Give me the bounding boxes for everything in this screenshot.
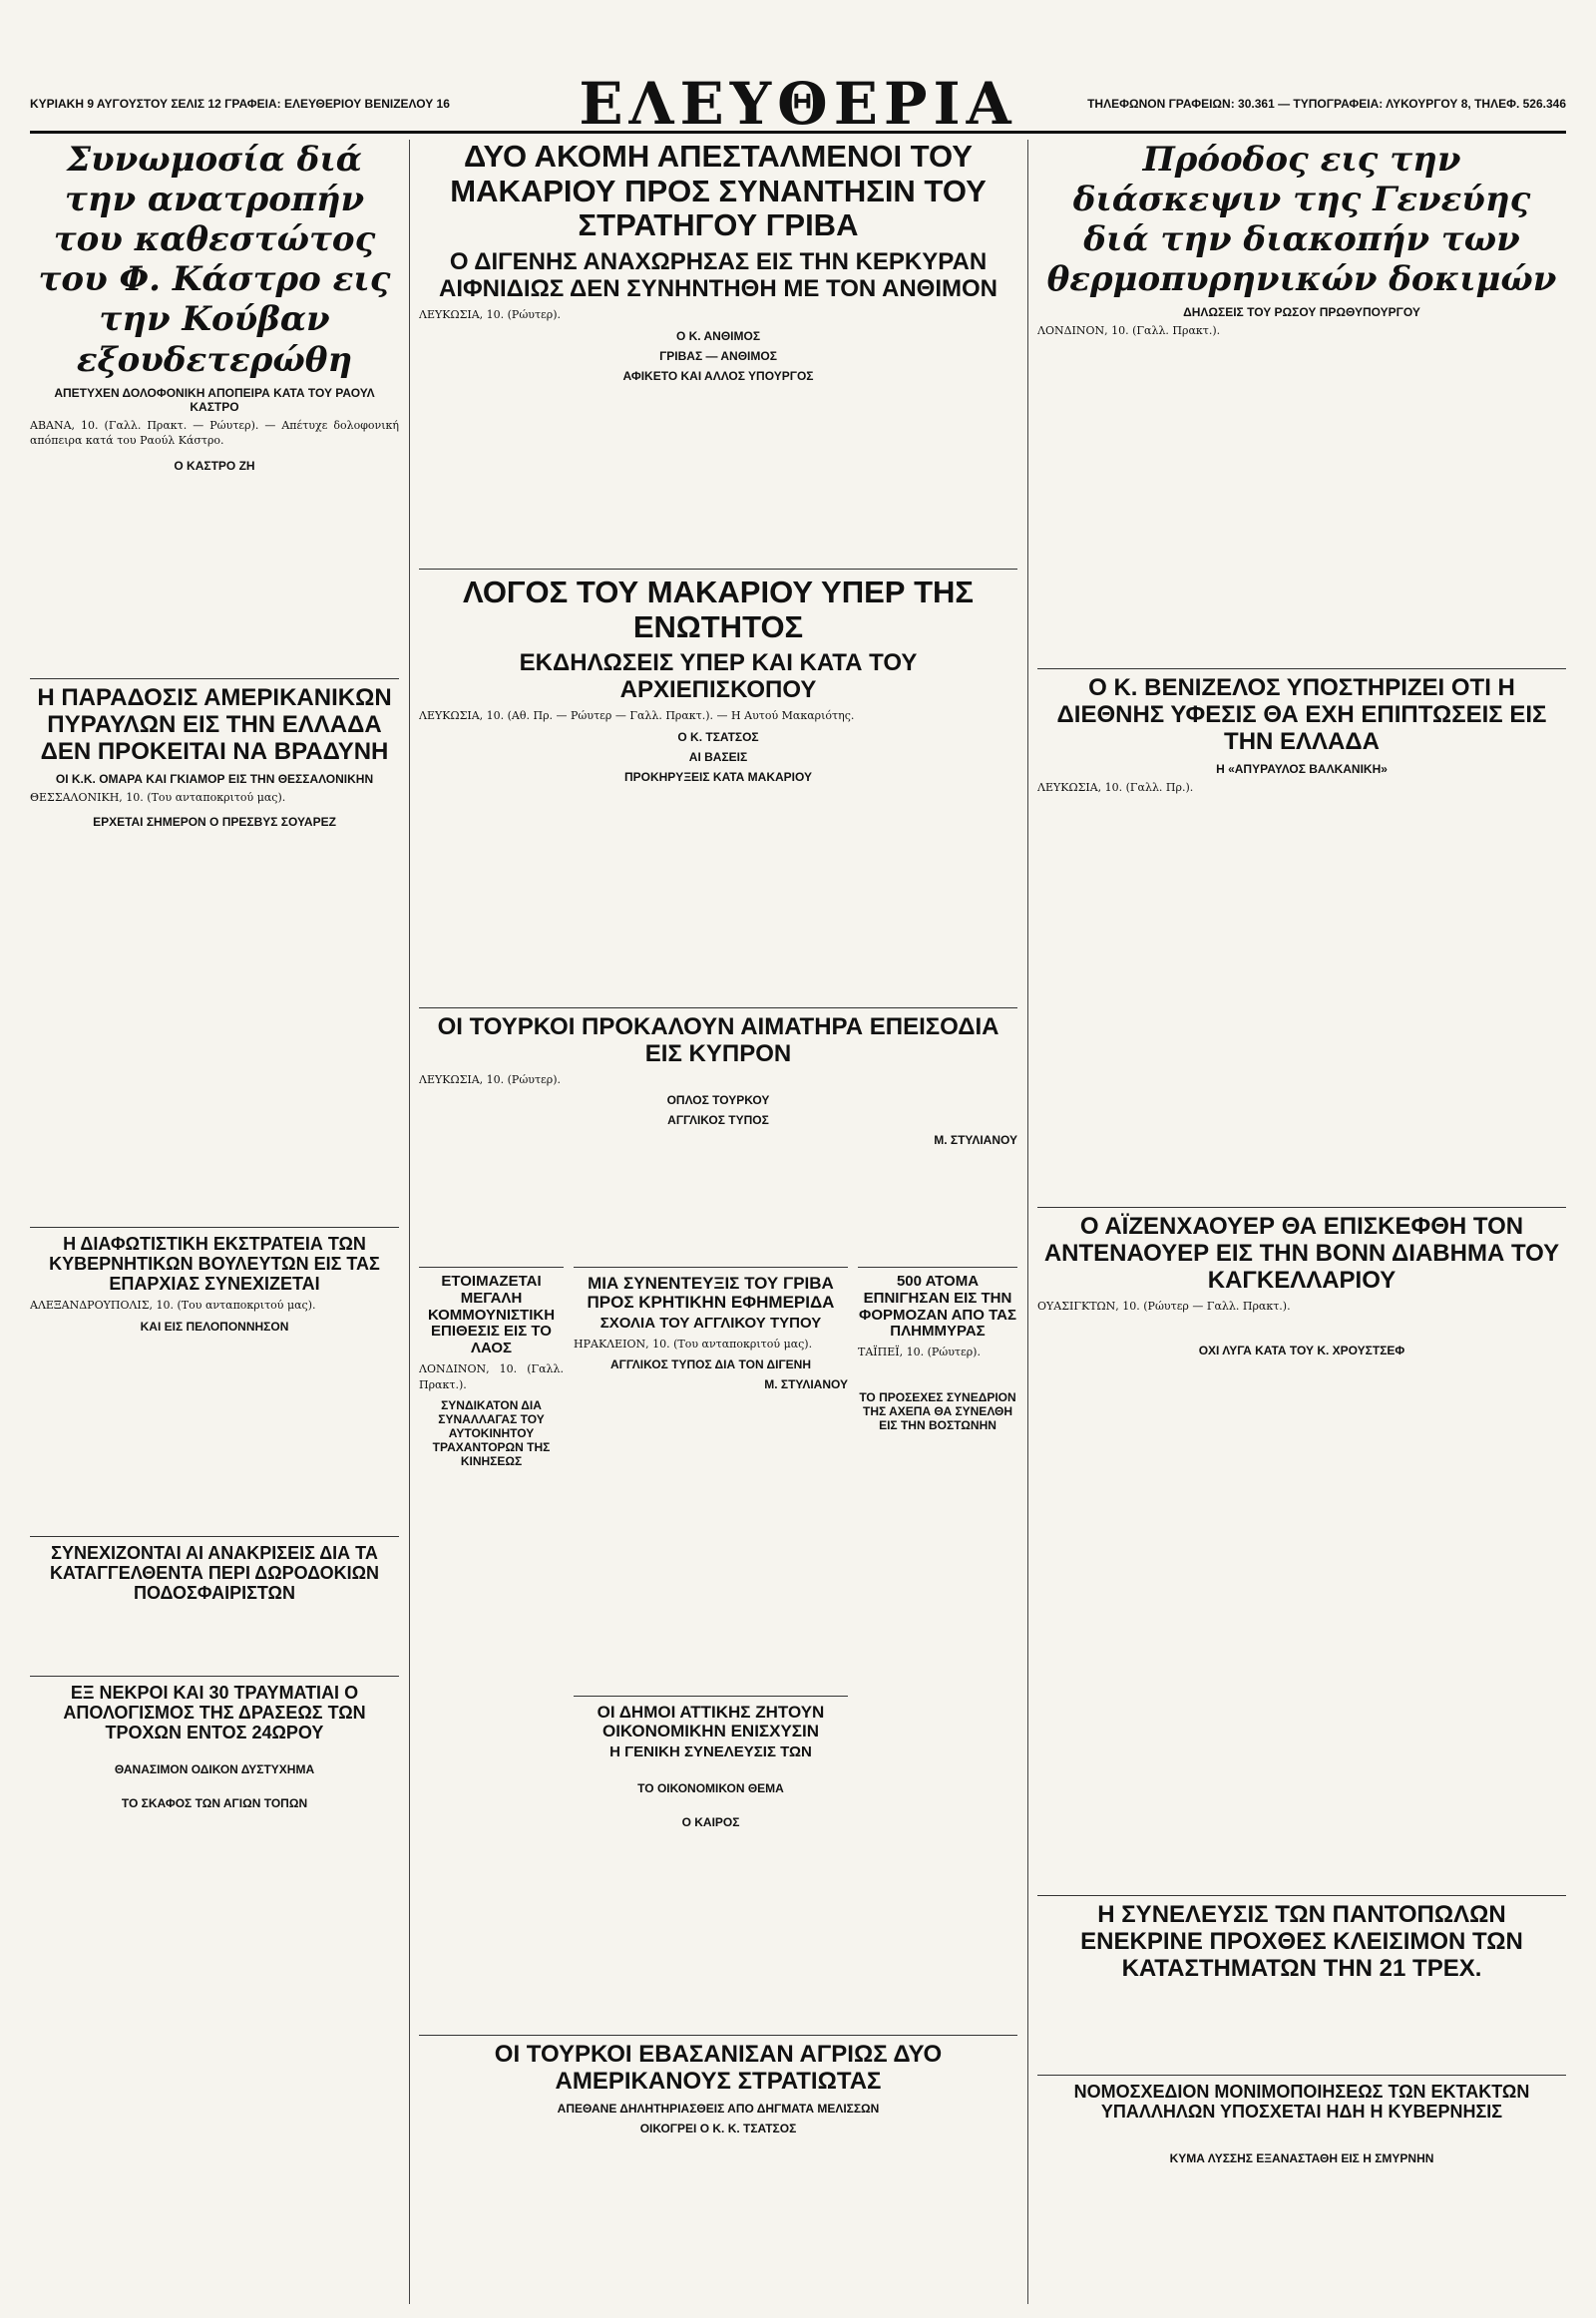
column-left (30, 140, 399, 2304)
story-makarios (419, 569, 1017, 1004)
story-campaign (30, 1227, 399, 1533)
story-headline: ΣΧΟΛΙΑ ΤΟΥ ΑΓΓΛΙΚΟΥ ΤΥΠΟΥ (599, 1315, 822, 1333)
story-headline: Ο ΑΪΖΕΝΧΑΟΥΕΡ ΘΑ ΕΠΙΣΚΕΦΘΗ ΤΟΝ ΑΝΤΕΝΑΟΥΕΡ ΕΙΣ ΤΗΝ ΒΟΝΝ ΔΙΑΒΗΜΑ ΤΟΥ ΚΑΓΚΕΛΛΑΡΙΟΥ (1043, 1213, 1560, 1294)
story-subheading: ΑΙ ΒΑΣΕΙΣ (688, 749, 748, 764)
story-body: ΤΑΪΠΕΪ, 10. (Ρώυτερ). (858, 1346, 981, 1359)
story-body: ΛΕΥΚΩΣΙΑ, 10. (Ρώυτερ). (419, 307, 562, 321)
masthead-date-line: ΚΥΡΙΑΚΗ 9 ΑΥΓΟΥΣΤΟΥ ΣΕΛΙΣ 12 ΓΡΑΦΕΙΑ: ΕΛΕΥΘΕΡΙΟΥ ΒΕΝΙΖΕΛΟΥ 16 (30, 96, 450, 111)
story-headline: Η ΓΕΝΙΚΗ ΣΥΝΕΛΕΥΣΙΣ ΤΩΝ (609, 1743, 812, 1761)
story-body: ΛΕΥΚΩΣΙΑ, 10. (Αθ. Πρ. — Ρώυτερ — Γαλλ. Πρακτ.). — Η Αυτού Μακαριότης. (419, 709, 855, 723)
story-subheading: Ο Κ. ΤΣΑΤΣΟΣ (677, 729, 759, 744)
story-subheading: ΤΟ ΣΚΑΦΟΣ ΤΩΝ ΑΓΙΩΝ ΤΟΠΩΝ (121, 1796, 308, 1811)
story-headline: ΕΤΟΙΜΑΖΕΤΑΙ ΜΕΓΑΛΗ ΚΟΜΜΟΥΝΙΣΤΙΚΗ ΕΠΙΘΕΣΙΣ ΕΙΣ ΤΟ ΛΑΟΣ (427, 1273, 556, 1357)
story-grivas (419, 140, 1017, 559)
story-subheading: ΟΙ Κ.Κ. ΟΜΑΡΑ ΚΑΙ ΓΚΙΑΜΟΡ ΕΙΣ ΤΗΝ ΘΕΣΣΑΛΟΝΙΚΗΝ (55, 771, 374, 786)
story-attica (574, 1696, 848, 2002)
story-headline: Η ΠΑΡΑΔΟΣΙΣ ΑΜΕΡΙΚΑΝΙΚΩΝ ΠΥΡΑΥΛΩΝ ΕΙΣ ΤΗΝ ΕΛΛΑΔΑ ΔΕΝ ΠΡΟΚΕΙΤΑΙ ΝΑ ΒΡΑΔΥΝΗ (37, 684, 392, 765)
story-rockets (30, 678, 399, 1224)
story-communists (419, 1267, 564, 2032)
story-subheading: ΚΥΜΑ ΛΥΣΣΗΣ ΕΞΑΝΑΣΤΑΘΗ ΕΙΣ Η ΣΜΥΡΝΗΝ (1169, 2151, 1434, 2166)
story-body: ΟΥΑΣΙΓΚΤΩΝ, 10. (Ρώυτερ — Γαλλ. Πρακτ.). (1037, 1299, 1291, 1313)
story-formosa (858, 1267, 1017, 1693)
story-subheading: ΑΠΕΤΥΧΕΝ ΔΟΛΟΦΟΝΙΚΗ ΑΠΟΠΕΙΡΑ ΚΑΤΑ ΤΟΥ ΡΑΟΥΛ ΚΑΣΤΡΟ (54, 385, 375, 414)
story-subheading: ΟΠΛΟΣ ΤΟΥΡΚΟΥ (666, 1093, 770, 1108)
story-headline: Πρόοδος εις την διάσκεψιν της Γενεύης διά την διακοπήν των θερμοπυρηνικών δοκιμών (1046, 140, 1557, 300)
story-headline: Η ΣΥΝΕΛΕΥΣΙΣ ΤΩΝ ΠΑΝΤΟΠΩΛΩΝ ΕΝΕΚΡΙΝΕ ΠΡΟΧΘΕΣ ΚΛΕΙΣΙΜΟΝ ΤΩΝ ΚΑΤΑΣΤΗΜΑΤΩΝ ΤΗΝ 21 ΤΡΕΧ. (1080, 1901, 1523, 1982)
story-football-bribery (30, 1536, 399, 1673)
column-divider (409, 140, 410, 2304)
story-subheading: ΑΦΙΚΕΤΟ ΚΑΙ ΑΛΛΟΣ ΥΠΟΥΡΓΟΣ (622, 368, 814, 383)
story-castro (30, 140, 399, 668)
story-body: ΘΕΣΣΑΛΟΝΙΚΗ, 10. (Του ανταποκριτού μας). (30, 790, 286, 804)
column-divider (1027, 140, 1028, 2304)
story-headline: Ο Κ. ΒΕΝΙΖΕΛΟΣ ΥΠΟΣΤΗΡΙΖΕΙ ΟΤΙ Η ΔΙΕΘΝΗΣ ΥΦΕΣΙΣ ΘΑ ΕΧΗ ΕΠΙΠΤΩΣΕΙΣ ΕΙΣ ΤΗΝ ΕΛΛΑΔΑ (1056, 674, 1547, 755)
story-subheading: Ο Κ. ΑΝΘΙΜΟΣ (675, 328, 761, 343)
story-subheading: ΑΓΓΛΙΚΟΣ ΤΥΠΟΣ ΔΙΑ ΤΟΝ ΔΙΓΕΝΗ (610, 1357, 811, 1372)
story-venizelos (1037, 668, 1566, 1204)
story-subheading: ΑΓΓΛΙΚΟΣ ΤΥΠΟΣ (667, 1113, 769, 1128)
story-headline: ΟΙ ΤΟΥΡΚΟΙ ΠΡΟΚΑΛΟΥΝ ΑΙΜΑΤΗΡΑ ΕΠΕΙΣΟΔΙΑ ΕΙΣ ΚΥΠΡΟΝ (437, 1013, 999, 1067)
story-traffic (30, 1676, 399, 2304)
story-byline: Μ. ΣΤΥΛΙΑΝΟΥ (764, 1377, 848, 1392)
story-body: ΛΕΥΚΩΣΙΑ, 10. (Ρώυτερ). (419, 1072, 562, 1086)
story-geneva (1037, 140, 1566, 658)
story-subheading: Η «ΑΠΥΡΑΥΛΟΣ ΒΑΛΚΑΝΙΚΗ» (1216, 761, 1388, 776)
story-headline: Συνωμοσία διά την ανατροπήν του καθεστώτος του Φ. Κάστρο εις την Κούβαν εξουδετερώθη (38, 140, 391, 380)
story-byline: Μ. ΣΤΥΛΙΑΝΟΥ (934, 1133, 1017, 1148)
column-right (1037, 140, 1566, 2304)
story-headline: ΕΚΔΗΛΩΣΕΙΣ ΥΠΕΡ ΚΑΙ ΚΑΤΑ ΤΟΥ ΑΡΧΙΕΠΙΣΚΟΠΟΥ (519, 649, 918, 704)
story-headline: ΣΥΝΕΧΙΖΟΝΤΑΙ ΑΙ ΑΝΑΚΡΙΣΕΙΣ ΔΙΑ ΤΑ ΚΑΤΑΓΓΕΛΘΕΝΤΑ ΠΕΡΙ ΔΩΡΟΔΟΚΙΩΝ ΠΟΔΟΣΦΑΙΡΙΣΤΩΝ (49, 1543, 380, 1604)
story-headline: Η ΔΙΑΦΩΤΙΣΤΙΚΗ ΕΚΣΤΡΑΤΕΙΑ ΤΩΝ ΚΥΒΕΡΝΗΤΙΚΩΝ ΒΟΥΛΕΥΤΩΝ ΕΙΣ ΤΑΣ ΕΠΑΡΧΙΑΣ ΣΥΝΕΧΙΖΕΤΑΙ (49, 1234, 380, 1295)
story-turks-incidents (419, 1007, 1017, 1264)
story-stores (1037, 1895, 1566, 2072)
story-subheading: ΘΑΝΑΣΙΜΟΝ ΟΔΙΚΟΝ ΔΥΣΤΥΧΗΜΑ (114, 1762, 315, 1777)
column-center (419, 140, 1017, 2304)
story-headline: ΟΙ ΤΟΥΡΚΟΙ ΕΒΑΣΑΝΙΣΑΝ ΑΓΡΙΩΣ ΔΥΟ ΑΜΕΡΙΚΑΝΟΥΣ ΣΤΡΑΤΙΩΤΑΣ (494, 2041, 943, 2095)
story-headline: ΜΙΑ ΣΥΝΕΝΤΕΥΞΙΣ ΤΟΥ ΓΡΙΒΑ ΠΡΟΣ ΚΡΗΤΙΚΗΝ ΕΦΗΜΕΡΙΔΑ (587, 1274, 835, 1313)
story-subheading: ΕΡΧΕΤΑΙ ΣΗΜΕΡΟΝ Ο ΠΡΕΣΒΥΣ ΣΟΥΑΡΕΖ (93, 815, 336, 830)
masthead (30, 69, 1566, 138)
story-body: ΛΕΥΚΩΣΙΑ, 10. (Γαλλ. Πρ.). (1037, 780, 1194, 794)
story-subheading: ΠΡΟΚΗΡΥΞΕΙΣ ΚΑΤΑ ΜΑΚΑΡΙΟΥ (623, 769, 813, 784)
masthead-title: ΕΛΕΥΘΕΡΙΑ (579, 69, 1017, 138)
story-subheading: ΚΑΙ ΕΙΣ ΠΕΛΟΠΟΝΝΗΣΟΝ (140, 1320, 289, 1335)
story-interview (574, 1267, 848, 1693)
story-subheading: ΓΡΙΒΑΣ — ΑΝΘΙΜΟΣ (659, 348, 777, 363)
story-subheading: Ο ΚΑΣΤΡΟ ΖΗ (174, 458, 255, 473)
story-headline: ΝΟΜΟΣΧΕΔΙΟΝ ΜΟΝΙΜΟΠΟΙΗΣΕΩΣ ΤΩΝ ΕΚΤΑΚΤΩΝ ΥΠΑΛΛΗΛΩΝ ΥΠΟΣΧΕΤΑΙ ΗΔΗ Η ΚΥΒΕΡΝΗΣΙΣ (1073, 2082, 1530, 2123)
story-body: ΑΛΕΞΑΝΔΡΟΥΠΟΛΙΣ, 10. (Του ανταποκριτού μας). (30, 1299, 316, 1313)
story-subheading: ΟΙΚΟΓΡΕΙ Ο Κ. Κ. ΤΣΑΤΣΟΣ (639, 2121, 797, 2135)
story-subheading: Ο ΚΑΙΡΟΣ (681, 1814, 740, 1829)
story-headline: ΔΥΟ ΑΚΟΜΗ ΑΠΕΣΤΑΛΜΕΝΟΙ ΤΟΥ ΜΑΚΑΡΙΟΥ ΠΡΟΣ ΣΥΝΑΝΤΗΣΙΝ ΤΟΥ ΣΤΡΑΤΗΓΟΥ ΓΡΙΒΑ (450, 140, 987, 243)
story-subheading: ΟΧΙ ΛΥΓΑ ΚΑΤΑ ΤΟΥ Κ. ΧΡΟΥΣΤΣΕΦ (1198, 1344, 1405, 1358)
story-headline: 500 ΑΤΟΜΑ ΕΠΝΙΓΗΣΑΝ ΕΙΣ ΤΗΝ ΦΟΡΜΟΖΑΝ ΑΠΟ ΤΑΣ ΠΛΗΜΜΥΡΑΣ (859, 1273, 1016, 1341)
story-soldiers (419, 2035, 1017, 2304)
story-subheading: ΔΗΛΩΣΕΙΣ ΤΟΥ ΡΩΣΟΥ ΠΡΩΘΥΠΟΥΡΓΟΥ (1183, 305, 1420, 320)
story-headline: ΕΞ ΝΕΚΡΟΙ ΚΑΙ 30 ΤΡΑΥΜΑΤΙΑΙ Ο ΑΠΟΛΟΓΙΣΜΟΣ ΤΗΣ ΔΡΑΣΕΩΣ ΤΩΝ ΤΡΟΧΩΝ ΕΝΤΟΣ 24ΩΡΟΥ (63, 1683, 366, 1743)
story-headline: ΟΙ ΔΗΜΟΙ ΑΤΤΙΚΗΣ ΖΗΤΟΥΝ ΟΙΚΟΝΟΜΙΚΗΝ ΕΝΙΣΧΥΣΙΝ (597, 1703, 825, 1741)
masthead-phones: ΤΗΛΕΦΩΝΟΝ ΓΡΑΦΕΙΩΝ: 30.361 — ΤΥΠΟΓΡΑΦΕΙΑ: ΛΥΚΟΥΡΓΟΥ 8, ΤΗΛΕΦ. 526.346 (1087, 96, 1566, 111)
story-body: ΗΡΑΚΛΕΙΟΝ, 10. (Του ανταποκριτού μας). (574, 1337, 813, 1351)
story-subheading: ΤΟ ΠΡΟΣΕΧΕΣ ΣΥΝΕΔΡΙΟΝ ΤΗΣ ΑΧΕΠΑ ΘΑ ΣΥΝΕΛΘΗ ΕΙΣ ΤΗΝ ΒΟΣΤΩΝΗΝ (859, 1389, 1016, 1432)
story-body: ΛΟΝΔΙΝΟΝ, 10. (Γαλλ. Πρακτ.). (1037, 324, 1221, 338)
story-subheading: ΣΥΝΔΙΚΑΤΟΝ ΔΙΑ ΣΥΝΑΛΛΑΓΑΣ ΤΟΥ ΑΥΤΟΚΙΝΗΤΟΥ ΤΡΑΧΑΝΤΟΡΩΝ ΤΗΣ ΚΙΝΗΣΕΩΣ (432, 1398, 551, 1469)
story-body: ΛΟΝΔΙΝΟΝ, 10. (Γαλλ. Πρακτ.). (419, 1361, 564, 1391)
story-eisenhower (1037, 1207, 1566, 1892)
story-headline: Ο ΔΙΓΕΝΗΣ ΑΝΑΧΩΡΗΣΑΣ ΕΙΣ ΤΗΝ ΚΕΡΚΥΡΑΝ ΑΙΦΝΙΔΙΩΣ ΔΕΝ ΣΥΝΗΝΤΗΘΗ ΜΕ ΤΟΝ ΑΝΘΙΜΟΝ (438, 248, 998, 303)
story-body: ΑΒΑΝΑ, 10. (Γαλλ. Πρακτ. — Ρώυτερ). — Απέτυχε δολοφονική απόπειρα κατά του Ραούλ Κάστρο. (30, 418, 399, 448)
story-headline: ΛΟΓΟΣ ΤΟΥ ΜΑΚΑΡΙΟΥ ΥΠΕΡ ΤΗΣ ΕΝΩΤΗΤΟΣ (462, 575, 975, 644)
story-subheading: ΑΠΕΘΑΝΕ ΔΗΛΗΤΗΡΙΑΣΘΕΙΣ ΑΠΟ ΔΗΓΜΑΤΑ ΜΕΛΙΣΣΩΝ (557, 2101, 880, 2116)
story-bill (1037, 2075, 1566, 2304)
story-subheading: ΤΟ ΟΙΚΟΝΟΜΙΚΟΝ ΘΕΜΑ (637, 1780, 784, 1795)
